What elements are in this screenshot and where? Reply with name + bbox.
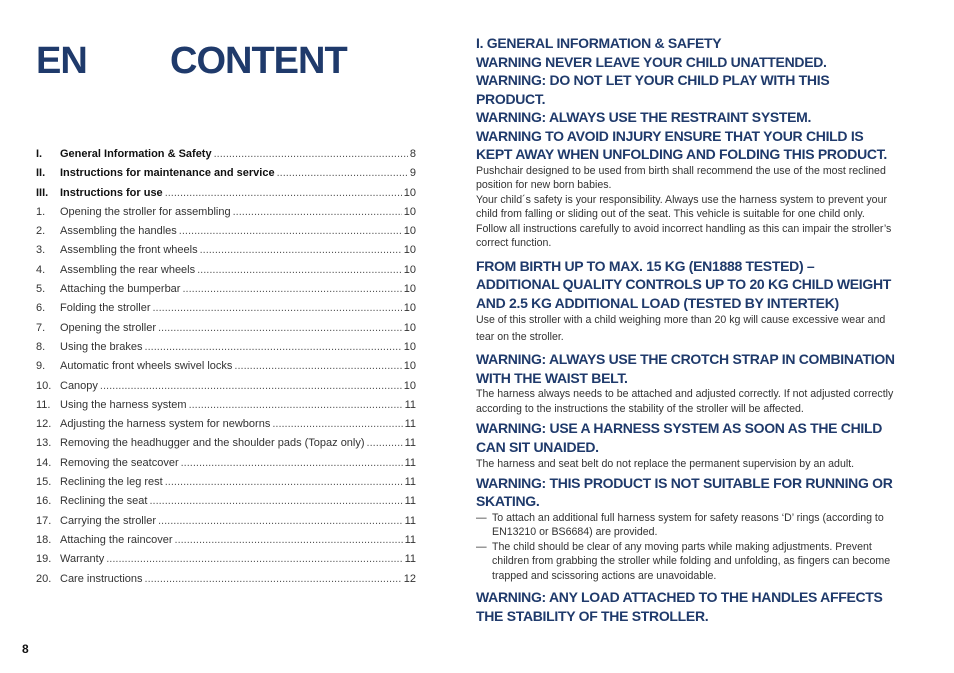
toc-entry [36, 187, 416, 206]
toc-entry-label: Automatic front wheels swivel locks [60, 360, 233, 373]
toc-entry [36, 206, 416, 225]
toc-entry-number: 20. [36, 572, 52, 585]
toc-leader-dots [106, 553, 402, 565]
toc-entry-page: 10 [403, 225, 416, 238]
bullet-list [476, 511, 900, 584]
toc-entry [36, 148, 416, 167]
toc-entry-number: 16. [36, 495, 52, 508]
toc-entry [36, 457, 416, 476]
toc-entry-number: 14. [36, 456, 52, 469]
toc-entry-page: 11 [404, 495, 416, 508]
toc-entry [36, 476, 416, 495]
toc-entry-label: Assembling the rear wheels [60, 263, 196, 276]
toc-entry [36, 341, 416, 360]
toc-leader-dots [189, 399, 403, 411]
warning-heading: WARNING: THIS PRODUCT IS NOT SUITABLE FOR RUNNING OR SKATING. [476, 474, 893, 509]
toc-entry-page: 11 [404, 398, 416, 411]
toc-leader-dots [153, 302, 402, 314]
toc-leader-dots [149, 495, 402, 507]
toc-entry-label: Warranty [60, 553, 105, 566]
toc-entry-number: 10. [36, 379, 52, 392]
warning-heading: WARNING: DO NOT LET YOUR CHILD PLAY WITH THIS PRODUCT. [476, 72, 830, 107]
toc-entry-label: General Information & Safety [60, 148, 212, 160]
toc-entry [36, 534, 416, 553]
toc-entry-number: 4. [36, 263, 46, 276]
toc-entry-number: 17. [36, 514, 52, 527]
page-number: 8 [22, 642, 29, 656]
toc-entry-label: Removing the seatcover [60, 456, 179, 469]
toc-entry-page: 11 [404, 514, 416, 527]
paragraph: Use of this stroller with a child weighing more than 20 kg will cause excessive wear and tear on the stroller. [476, 314, 886, 343]
toc-leader-dots [158, 322, 402, 334]
toc-entry-page: 11 [404, 533, 416, 546]
safety-section [476, 34, 900, 625]
toc-entry [36, 283, 416, 302]
toc-entry-number: III. [36, 186, 49, 199]
toc-leader-dots [165, 476, 403, 488]
table-of-contents [36, 148, 416, 592]
toc-entry-page: 10 [403, 283, 416, 296]
toc-leader-dots [181, 457, 403, 469]
toc-leader-dots [179, 225, 402, 237]
toc-entry-label: Care instructions [60, 572, 143, 585]
toc-leader-dots [200, 244, 402, 256]
toc-entry [36, 495, 416, 514]
toc-entry-number: 7. [36, 321, 46, 334]
toc-leader-dots [272, 418, 402, 430]
toc-entry-number: 19. [36, 553, 52, 566]
paragraph: Your child´s safety is your responsibility. Always use the harness system to prevent your child from falling or sliding out of the seat. This vehicle is suitable for one child only. [476, 193, 887, 220]
toc-entry [36, 418, 416, 437]
page-title: CONTENT [170, 40, 347, 82]
toc-leader-dots [145, 341, 402, 353]
toc-entry-page: 10 [403, 205, 416, 218]
toc-entry [36, 322, 416, 341]
toc-entry-page: 10 [403, 379, 416, 392]
warning-heading: WARNING: ALWAYS USE THE RESTRAINT SYSTEM. [476, 109, 812, 125]
toc-leader-dots [277, 167, 408, 179]
toc-entry-label: Folding the stroller [60, 302, 151, 315]
warning-heading: WARNING: ANY LOAD ATTACHED TO THE HANDLES AFFECTS THE STABILITY OF THE STROLLER. [476, 589, 883, 624]
toc-entry-number: 8. [36, 340, 46, 353]
toc-entry [36, 360, 416, 379]
toc-entry-label: Carrying the stroller [60, 514, 156, 527]
toc-entry [36, 515, 416, 534]
toc-entry-number: 15. [36, 476, 52, 489]
toc-entry-number: 6. [36, 302, 46, 315]
toc-entry-number: 2. [36, 225, 46, 238]
paragraph: Follow all instructions carefully to avoid incorrect handling as this can impair the stroller’s correct function. [476, 222, 892, 249]
weight-heading: FROM BIRTH UP TO MAX. 15 KG (EN1888 TESTED) – ADDITIONAL QUALITY CONTROLS UP TO 20 KG CHILD WEIGHT AND 2.5 KG ADDITIONAL LOAD (TESTED BY INTERTEK) [476, 257, 892, 311]
toc-entry [36, 167, 416, 186]
toc-entry-number: II. [36, 167, 46, 180]
toc-entry-label: Opening the stroller [60, 321, 156, 334]
warning-heading: WARNING NEVER LEAVE YOUR CHILD UNATTENDED. [476, 53, 827, 70]
toc-entry-page: 11 [404, 476, 416, 489]
toc-entry-label: Attaching the raincover [60, 533, 173, 546]
toc-leader-dots [165, 187, 402, 199]
toc-entry-label: Instructions for use [60, 186, 163, 199]
toc-entry-number: I. [36, 148, 43, 160]
toc-entry [36, 553, 416, 572]
toc-entry [36, 380, 416, 399]
toc-entry-label: Removing the headhugger and the shoulder pads (Topaz only) [60, 437, 365, 450]
toc-entry-page: 10 [403, 302, 416, 315]
warning-heading: WARNING: USE A HARNESS SYSTEM AS SOON AS THE CHILD CAN SIT UNAIDED. [476, 420, 883, 455]
toc-entry-page: 10 [403, 244, 416, 257]
toc-entry [36, 225, 416, 244]
toc-entry-page: 12 [403, 572, 416, 585]
toc-entry-label: Opening the stroller for assembling [60, 205, 231, 218]
toc-entry-number: 3. [36, 244, 46, 257]
toc-entry-page: 11 [404, 456, 416, 469]
toc-leader-dots [367, 437, 403, 449]
toc-leader-dots [158, 515, 403, 527]
toc-entry [36, 264, 416, 283]
toc-entry-label: Attaching the bumperbar [60, 283, 181, 296]
toc-leader-dots [214, 148, 408, 160]
bullet-item: — To attach an additional full harness system for safety reasons ‘D’ rings (according to EN13210 or BS6684) are provided. [476, 511, 900, 540]
toc-entry-page: 10 [403, 263, 416, 276]
toc-leader-dots [175, 534, 403, 546]
toc-entry-page: 10 [403, 186, 416, 199]
toc-entry-page: 9 [409, 167, 416, 180]
toc-entry-number: 9. [36, 360, 46, 373]
toc-entry-label: Using the harness system [60, 398, 187, 411]
toc-leader-dots [234, 360, 401, 372]
paragraph: The harness and seat belt do not replace the permanent supervision by an adult. [476, 458, 855, 470]
toc-entry-number: 11. [36, 398, 51, 411]
toc-entry-page: 11 [404, 418, 416, 431]
toc-entry-label: Instructions for maintenance and service [60, 167, 275, 180]
toc-entry-label: Canopy [60, 379, 98, 392]
bullet-item: — The child should be clear of any moving parts while making adjustments. Prevent children from grabbing the stroller while folding and unfolding, as fingers can become trapped and scissoring actions are unavoidable. [476, 540, 900, 584]
toc-entry [36, 399, 416, 418]
toc-entry-page: 8 [409, 148, 416, 160]
toc-entry [36, 437, 416, 456]
toc-entry [36, 244, 416, 263]
toc-leader-dots [145, 573, 402, 585]
toc-entry-label: Assembling the handles [60, 225, 177, 238]
toc-entry [36, 573, 416, 592]
toc-leader-dots [100, 380, 402, 392]
toc-entry-page: 11 [404, 553, 416, 566]
language-code: EN [36, 40, 87, 82]
toc-entry-number: 12. [36, 418, 52, 431]
warning-heading: WARNING TO AVOID INJURY ENSURE THAT YOUR CHILD IS KEPT AWAY WHEN UNFOLDING AND FOLDING THIS PRODUCT. [476, 127, 887, 162]
toc-entry-page: 11 [404, 437, 416, 450]
toc-entry-number: 1. [36, 205, 46, 218]
toc-leader-dots [197, 264, 402, 276]
paragraph: Pushchair designed to be used from birth shall recommend the use of the most reclined position for new born babies. [476, 164, 886, 191]
toc-entry-page: 10 [403, 360, 416, 373]
toc-entry-number: 5. [36, 283, 46, 296]
toc-entry [36, 302, 416, 321]
toc-entry-number: 13. [36, 437, 52, 450]
warning-heading: WARNING: ALWAYS USE THE CROTCH STRAP IN COMBINATION WITH THE WAIST BELT. [476, 351, 895, 386]
section-heading: I. GENERAL INFORMATION & SAFETY [476, 35, 722, 51]
toc-entry-label: Assembling the front wheels [60, 244, 198, 257]
toc-entry-label: Reclining the leg rest [60, 476, 163, 489]
toc-entry-label: Using the brakes [60, 340, 143, 353]
toc-leader-dots [182, 283, 401, 295]
toc-entry-page: 10 [403, 321, 416, 334]
toc-entry-page: 10 [403, 340, 416, 353]
toc-entry-label: Reclining the seat [60, 495, 148, 508]
toc-entry-label: Adjusting the harness system for newborns [60, 418, 271, 431]
toc-leader-dots [233, 206, 402, 218]
toc-entry-number: 18. [36, 533, 52, 546]
paragraph: The harness always needs to be attached and adjusted correctly. If not adjusted correctly according to the instructions the stability of the stroller will be affected. [476, 388, 894, 415]
